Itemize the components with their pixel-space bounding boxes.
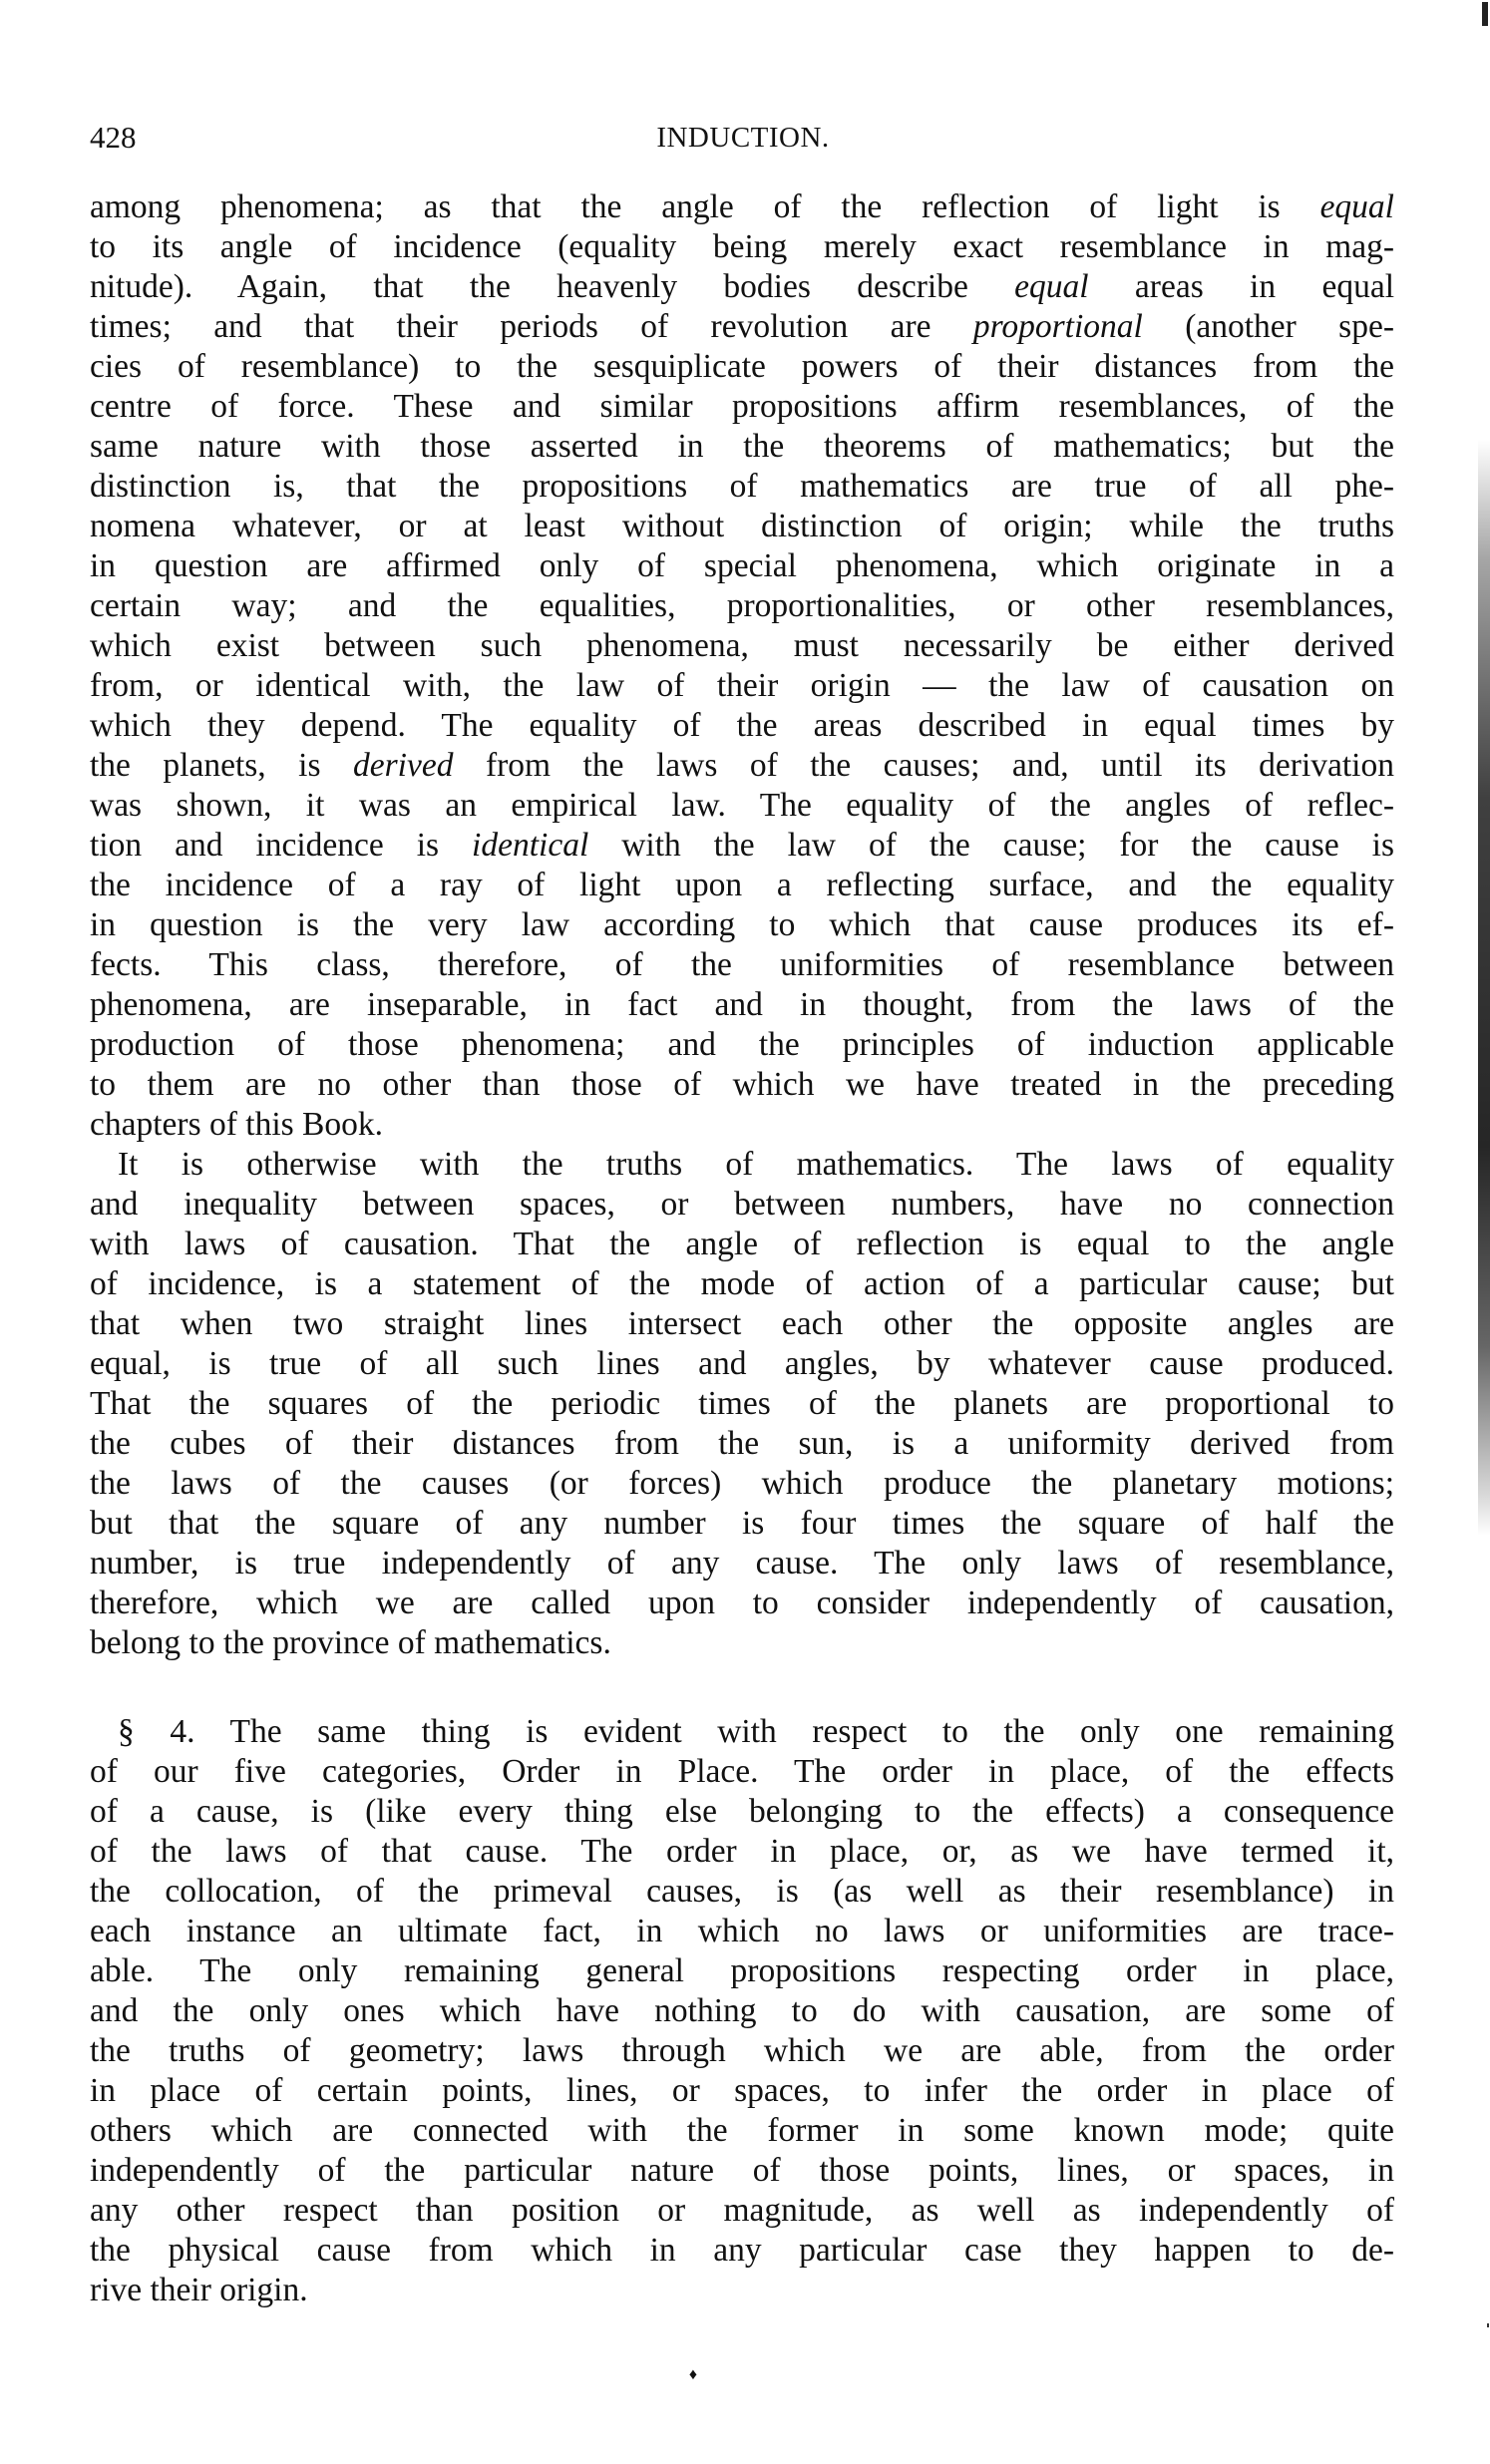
text-line: certain way; and the equalities, proportionalities, or other resemblances, — [90, 587, 1394, 624]
paragraph-mathematics — [90, 1145, 1394, 1663]
text-line: of a cause, is (like every thing else belonging to the effects) a consequence — [90, 1793, 1394, 1830]
emphasized-word: equal — [1319, 188, 1394, 225]
text-line: fects. This class, therefore, of the uniformities of resemblance between — [90, 946, 1394, 983]
scan-corner-mark — [1482, 2, 1488, 26]
page-ornament-icon: ♦ — [688, 2366, 698, 2383]
text-line: It is otherwise with the truths of mathematics. The laws of equality — [118, 1146, 1394, 1183]
text-line: number, is true independently of any cause. The only laws of resemblance, — [90, 1545, 1394, 1582]
text-line: with laws of causation. That the angle of reflection is equal to the angle — [90, 1226, 1394, 1262]
text-line: production of those phenomena; and the principles of induction applicable — [90, 1026, 1394, 1063]
paragraph-continuation — [90, 187, 1394, 1145]
body-text-section-4 — [90, 1712, 1394, 2310]
text-line: the cubes of their distances from the sun, is a uniformity derived from — [90, 1425, 1394, 1462]
text-line: same nature with those asserted in the theorems of mathematics; but the — [90, 428, 1394, 465]
text-line: in place of certain points, lines, or spaces, to infer the order in place of — [90, 2072, 1394, 2109]
text-line: tion and incidence is identical with the law of the cause; for the cause is — [90, 827, 1394, 864]
text-line: among phenomena; as that the angle of the reflection of light is equal — [90, 188, 1394, 225]
text-line: the incidence of a ray of light upon a reflecting surface, and the equality — [90, 867, 1394, 903]
text-line: in question is the very law according to which that cause produces its ef- — [90, 906, 1394, 943]
text-line: the physical cause from which in any particular case they happen to de- — [90, 2232, 1394, 2269]
text-line: the collocation, of the primeval causes, is (as well as their resemblance) in — [90, 1873, 1394, 1910]
text-line: That the squares of the periodic times of the planets are proportional to — [90, 1385, 1394, 1422]
text-line: times; and that their periods of revolution are proportional (another spe- — [90, 308, 1394, 345]
text-line: which exist between such phenomena, must necessarily be either derived — [90, 627, 1394, 664]
text-line: others which are connected with the former in some known mode; quite — [90, 2112, 1394, 2149]
text-line: each instance an ultimate fact, in which no laws or uniformities are trace- — [90, 1913, 1394, 1949]
text-line: rive their origin. — [90, 2272, 308, 2308]
text-line: the truths of geometry; laws through which we are able, from the order — [90, 2032, 1394, 2069]
text-line: which they depend. The equality of the areas described in equal times by — [90, 707, 1394, 744]
text-line: chapters of this Book. — [90, 1106, 384, 1143]
text-line: in question are affirmed only of special phenomena, which originate in a — [90, 547, 1394, 584]
text-line: equal, is true of all such lines and angles, by whatever cause produced. — [90, 1345, 1394, 1382]
text-line: of our five categories, Order in Place. The order in place, of the effects — [90, 1753, 1394, 1790]
binding-shadow — [1478, 0, 1490, 1536]
text-line: the planets, is derived from the laws of the causes; and, until its derivation — [90, 747, 1394, 784]
text-line: independently of the particular nature of those points, lines, or spaces, in — [90, 2152, 1394, 2189]
body-text-upper — [90, 187, 1394, 1663]
running-title: INDUCTION. — [656, 122, 830, 154]
paragraph-section-4 — [90, 1712, 1394, 2310]
emphasized-word: identical — [472, 827, 589, 864]
text-line: of the laws of that cause. The order in place, or, as we have termed it, — [90, 1833, 1394, 1870]
text-line: nitude). Again, that the heavenly bodies describe equal areas in equal — [90, 268, 1394, 305]
text-line: § 4. The same thing is evident with respect to the only one remaining — [118, 1713, 1394, 1750]
emphasized-word: derived — [353, 747, 454, 784]
page-number: 428 — [90, 120, 137, 155]
text-line: therefore, which we are called upon to consider independently of causation, — [90, 1584, 1394, 1621]
emphasized-word: proportional — [972, 308, 1143, 345]
text-line: but that the square of any number is four times the square of half the — [90, 1505, 1394, 1542]
scan-speck — [1487, 2323, 1489, 2327]
text-line: cies of resemblance) to the sesquiplicate powers of their distances from the — [90, 348, 1394, 385]
text-line: phenomena, are inseparable, in fact and in thought, from the laws of the — [90, 986, 1394, 1023]
running-head — [90, 118, 1396, 158]
text-line: belong to the province of mathematics. — [90, 1624, 611, 1661]
text-line: centre of force. These and similar propositions affirm resemblances, of the — [90, 388, 1394, 425]
emphasized-word: equal — [1014, 268, 1089, 305]
text-line: was shown, it was an empirical law. The equality of the angles of reflec- — [90, 787, 1394, 824]
text-line: from, or identical with, the law of their origin — the law of causation on — [90, 667, 1394, 704]
text-line: the laws of the causes (or forces) which produce the planetary motions; — [90, 1465, 1394, 1502]
text-line: that when two straight lines intersect each other the opposite angles are — [90, 1305, 1394, 1342]
text-line: any other respect than position or magnitude, as well as independently of — [90, 2192, 1394, 2229]
text-line: to its angle of incidence (equality being merely exact resemblance in mag- — [90, 228, 1394, 265]
text-line: distinction is, that the propositions of mathematics are true of all phe- — [90, 468, 1394, 505]
text-line: able. The only remaining general propositions respecting order in place, — [90, 1952, 1394, 1989]
text-line: of incidence, is a statement of the mode of action of a particular cause; but — [90, 1265, 1394, 1302]
text-line: and inequality between spaces, or between numbers, have no connection — [90, 1186, 1394, 1223]
text-line: to them are no other than those of which we have treated in the preceding — [90, 1066, 1394, 1103]
text-line: nomena whatever, or at least without distinction of origin; while the truths — [90, 508, 1394, 544]
text-line: and the only ones which have nothing to do with causation, are some of — [90, 1992, 1394, 2029]
